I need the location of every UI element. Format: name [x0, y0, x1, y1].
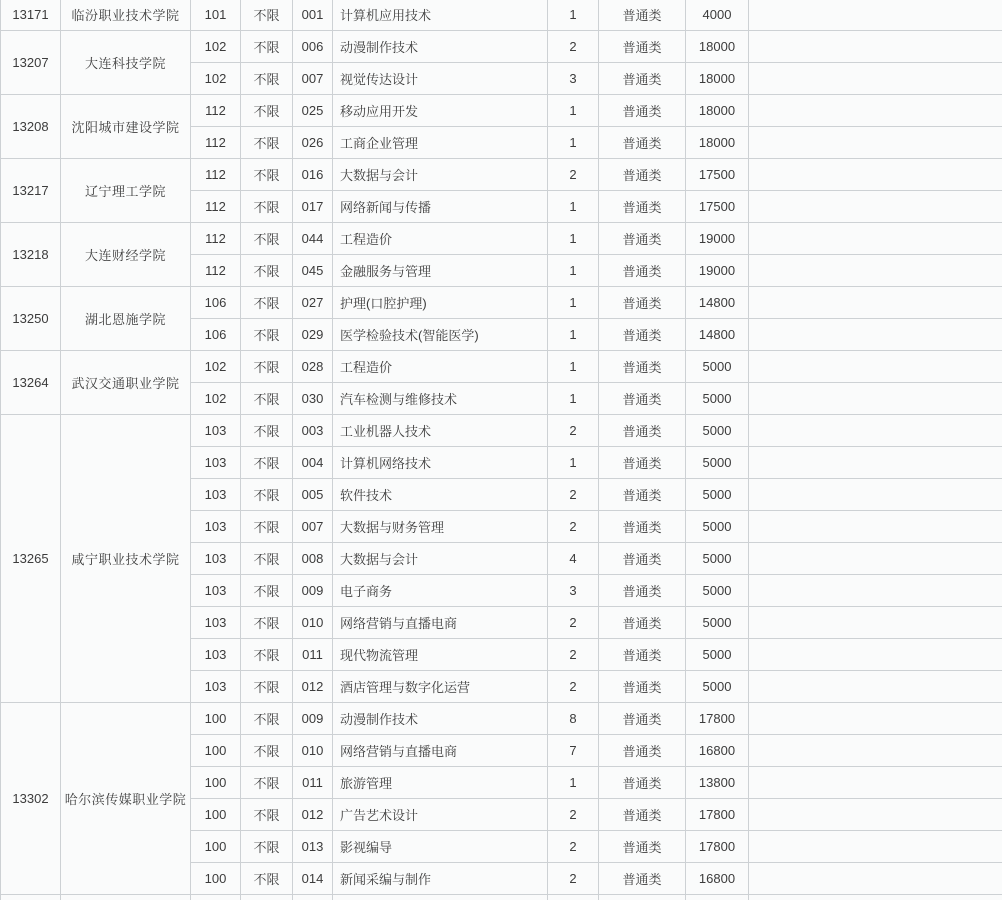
group-code-cell: 103	[191, 511, 241, 543]
empty-cell	[749, 319, 1002, 351]
empty-cell	[749, 351, 1002, 383]
college-code-cell: 13217	[1, 159, 61, 223]
category-cell: 普通类	[599, 543, 686, 575]
major-code-cell: 001	[293, 0, 333, 31]
category-cell: 普通类	[599, 351, 686, 383]
major-name-cell: 旅游管理	[333, 767, 548, 799]
subject-requirement-cell: 不限	[241, 703, 293, 735]
major-name-cell: 影视编导	[333, 831, 548, 863]
empty-cell	[749, 831, 1002, 863]
category-cell: 普通类	[599, 767, 686, 799]
college-code-cell: 13250	[1, 287, 61, 351]
table-row	[1, 95, 1002, 127]
category-cell: 普通类	[599, 63, 686, 95]
plan-count-cell: 2	[548, 511, 599, 543]
group-code-cell: 101	[191, 0, 241, 31]
empty-cell	[749, 95, 1002, 127]
empty-cell	[749, 863, 1002, 895]
category-cell: 普通类	[599, 671, 686, 703]
major-name-cell: 工程造价	[333, 351, 548, 383]
table-row	[1, 287, 1002, 319]
plan-count-cell: 1	[548, 447, 599, 479]
group-code-cell	[191, 895, 241, 900]
plan-count-cell: 3	[548, 575, 599, 607]
plan-count-cell: 1	[548, 383, 599, 415]
major-name-cell: 软件技术	[333, 479, 548, 511]
subject-requirement-cell: 不限	[241, 735, 293, 767]
major-name-cell: 广告艺术设计	[333, 799, 548, 831]
major-code-cell: 007	[293, 511, 333, 543]
major-code-cell: 012	[293, 671, 333, 703]
category-cell: 普通类	[599, 223, 686, 255]
table-row	[1, 351, 1002, 383]
category-cell: 普通类	[599, 575, 686, 607]
major-code-cell: 010	[293, 735, 333, 767]
plan-count-cell: 2	[548, 31, 599, 63]
table-row	[1, 159, 1002, 191]
major-code-cell: 016	[293, 159, 333, 191]
major-name-cell: 移动应用开发	[333, 95, 548, 127]
empty-cell	[749, 799, 1002, 831]
plan-count-cell: 7	[548, 735, 599, 767]
major-name-cell: 医学检验技术(智能医学)	[333, 319, 548, 351]
fee-cell: 5000	[686, 639, 749, 671]
subject-requirement-cell: 不限	[241, 351, 293, 383]
subject-requirement-cell: 不限	[241, 543, 293, 575]
subject-requirement-cell: 不限	[241, 671, 293, 703]
group-code-cell: 103	[191, 415, 241, 447]
empty-cell	[749, 479, 1002, 511]
fee-cell: 17800	[686, 799, 749, 831]
category-cell	[599, 895, 686, 900]
subject-requirement-cell: 不限	[241, 287, 293, 319]
fee-cell: 14800	[686, 319, 749, 351]
major-name-cell: 汽车检测与维修技术	[333, 383, 548, 415]
empty-cell	[749, 223, 1002, 255]
category-cell: 普通类	[599, 639, 686, 671]
group-code-cell: 102	[191, 351, 241, 383]
major-name-cell: 网络营销与直播电商	[333, 607, 548, 639]
major-code-cell: 028	[293, 351, 333, 383]
group-code-cell: 102	[191, 31, 241, 63]
major-code-cell: 025	[293, 95, 333, 127]
major-name-cell: 现代物流管理	[333, 639, 548, 671]
college-name-cell: 大连科技学院	[61, 31, 191, 95]
major-name-cell: 计算机应用技术	[333, 0, 548, 31]
major-name-cell: 计算机网络技术	[333, 447, 548, 479]
fee-cell: 17500	[686, 191, 749, 223]
plan-count-cell: 1	[548, 287, 599, 319]
table-row	[1, 703, 1002, 735]
college-code-cell: 13265	[1, 415, 61, 703]
major-code-cell: 008	[293, 543, 333, 575]
subject-requirement-cell: 不限	[241, 575, 293, 607]
college-name-cell: 湖北恩施学院	[61, 287, 191, 351]
major-name-cell: 新闻采编与制作	[333, 863, 548, 895]
category-cell: 普通类	[599, 287, 686, 319]
group-code-cell: 103	[191, 639, 241, 671]
major-code-cell: 026	[293, 127, 333, 159]
category-cell: 普通类	[599, 607, 686, 639]
fee-cell: 16800	[686, 735, 749, 767]
fee-cell: 5000	[686, 511, 749, 543]
group-code-cell: 103	[191, 575, 241, 607]
college-name-cell: 武汉交通职业学院	[61, 351, 191, 415]
major-name-cell: 动漫制作技术	[333, 703, 548, 735]
plan-count-cell: 2	[548, 607, 599, 639]
plan-count-cell: 1	[548, 0, 599, 31]
major-name-cell: 大数据与会计	[333, 543, 548, 575]
college-name-cell: 咸宁职业技术学院	[61, 415, 191, 703]
major-name-cell: 金融服务与管理	[333, 255, 548, 287]
category-cell: 普通类	[599, 831, 686, 863]
major-name-cell: 大数据与财务管理	[333, 511, 548, 543]
plan-count-cell: 1	[548, 319, 599, 351]
major-code-cell: 017	[293, 191, 333, 223]
plan-count-cell: 2	[548, 799, 599, 831]
category-cell: 普通类	[599, 479, 686, 511]
major-code-cell	[293, 895, 333, 900]
subject-requirement-cell: 不限	[241, 479, 293, 511]
empty-cell	[749, 0, 1002, 31]
major-code-cell: 007	[293, 63, 333, 95]
category-cell: 普通类	[599, 319, 686, 351]
group-code-cell: 103	[191, 671, 241, 703]
group-code-cell: 112	[191, 255, 241, 287]
college-name-cell: 临汾职业技术学院	[61, 0, 191, 31]
plan-count-cell: 1	[548, 127, 599, 159]
fee-cell: 16800	[686, 863, 749, 895]
fee-cell: 4000	[686, 0, 749, 31]
group-code-cell: 103	[191, 543, 241, 575]
college-code-cell: 13264	[1, 351, 61, 415]
group-code-cell: 100	[191, 799, 241, 831]
major-name-cell: 动漫制作技术	[333, 31, 548, 63]
group-code-cell: 103	[191, 447, 241, 479]
major-name-cell: 网络营销与直播电商	[333, 735, 548, 767]
subject-requirement-cell: 不限	[241, 639, 293, 671]
group-code-cell: 100	[191, 767, 241, 799]
group-code-cell: 112	[191, 95, 241, 127]
major-code-cell: 011	[293, 767, 333, 799]
major-name-cell: 工业机器人技术	[333, 415, 548, 447]
category-cell: 普通类	[599, 511, 686, 543]
group-code-cell: 102	[191, 63, 241, 95]
major-code-cell: 027	[293, 287, 333, 319]
plan-count-cell: 1	[548, 767, 599, 799]
plan-count-cell: 3	[548, 63, 599, 95]
subject-requirement-cell: 不限	[241, 127, 293, 159]
plan-count-cell: 2	[548, 415, 599, 447]
plan-count-cell: 1	[548, 223, 599, 255]
group-code-cell: 103	[191, 479, 241, 511]
fee-cell: 5000	[686, 671, 749, 703]
plan-count-cell: 4	[548, 543, 599, 575]
subject-requirement-cell: 不限	[241, 383, 293, 415]
major-name-cell: 网络新闻与传播	[333, 191, 548, 223]
group-code-cell: 100	[191, 735, 241, 767]
fee-cell: 5000	[686, 607, 749, 639]
category-cell: 普通类	[599, 447, 686, 479]
category-cell: 普通类	[599, 735, 686, 767]
group-code-cell: 100	[191, 831, 241, 863]
group-code-cell: 103	[191, 607, 241, 639]
major-code-cell: 045	[293, 255, 333, 287]
empty-cell	[749, 735, 1002, 767]
fee-cell	[686, 895, 749, 900]
plan-count-cell: 2	[548, 831, 599, 863]
fee-cell: 5000	[686, 575, 749, 607]
plan-count-cell: 2	[548, 159, 599, 191]
fee-cell: 17500	[686, 159, 749, 191]
major-code-cell: 004	[293, 447, 333, 479]
subject-requirement-cell: 不限	[241, 255, 293, 287]
fee-cell: 17800	[686, 703, 749, 735]
subject-requirement-cell: 不限	[241, 415, 293, 447]
major-name-cell: 护理(口腔护理)	[333, 287, 548, 319]
fee-cell: 19000	[686, 255, 749, 287]
table-row	[1, 223, 1002, 255]
group-code-cell: 102	[191, 383, 241, 415]
subject-requirement-cell: 不限	[241, 863, 293, 895]
empty-cell	[749, 63, 1002, 95]
college-code-cell	[1, 895, 61, 900]
empty-cell	[749, 191, 1002, 223]
major-code-cell: 012	[293, 799, 333, 831]
plan-count-cell: 2	[548, 863, 599, 895]
subject-requirement-cell: 不限	[241, 191, 293, 223]
group-code-cell: 112	[191, 191, 241, 223]
empty-cell	[749, 287, 1002, 319]
empty-cell	[749, 127, 1002, 159]
subject-requirement-cell: 不限	[241, 767, 293, 799]
subject-requirement-cell: 不限	[241, 799, 293, 831]
table-row	[1, 895, 1002, 900]
fee-cell: 18000	[686, 63, 749, 95]
empty-cell	[749, 671, 1002, 703]
major-code-cell: 006	[293, 31, 333, 63]
fee-cell: 18000	[686, 127, 749, 159]
empty-cell	[749, 31, 1002, 63]
major-code-cell: 010	[293, 607, 333, 639]
fee-cell: 5000	[686, 447, 749, 479]
fee-cell: 5000	[686, 415, 749, 447]
category-cell: 普通类	[599, 863, 686, 895]
major-name-cell: 大数据与会计	[333, 159, 548, 191]
major-code-cell: 011	[293, 639, 333, 671]
major-code-cell: 009	[293, 703, 333, 735]
college-name-cell: 大连财经学院	[61, 223, 191, 287]
college-name-cell	[61, 895, 191, 900]
category-cell: 普通类	[599, 703, 686, 735]
group-code-cell: 100	[191, 863, 241, 895]
category-cell: 普通类	[599, 95, 686, 127]
group-code-cell: 106	[191, 319, 241, 351]
major-name-cell	[333, 895, 548, 900]
college-name-cell: 辽宁理工学院	[61, 159, 191, 223]
empty-cell	[749, 447, 1002, 479]
plan-count-cell	[548, 895, 599, 900]
college-code-cell: 13208	[1, 95, 61, 159]
subject-requirement-cell: 不限	[241, 31, 293, 63]
subject-requirement-cell: 不限	[241, 607, 293, 639]
category-cell: 普通类	[599, 415, 686, 447]
major-code-cell: 005	[293, 479, 333, 511]
plan-count-cell: 1	[548, 255, 599, 287]
fee-cell: 5000	[686, 479, 749, 511]
group-code-cell: 112	[191, 127, 241, 159]
major-code-cell: 044	[293, 223, 333, 255]
fee-cell: 5000	[686, 543, 749, 575]
fee-cell: 18000	[686, 95, 749, 127]
table-row	[1, 415, 1002, 447]
plan-count-cell: 2	[548, 671, 599, 703]
category-cell: 普通类	[599, 383, 686, 415]
subject-requirement-cell: 不限	[241, 95, 293, 127]
fee-cell: 19000	[686, 223, 749, 255]
group-code-cell: 106	[191, 287, 241, 319]
category-cell: 普通类	[599, 799, 686, 831]
empty-cell	[749, 511, 1002, 543]
empty-cell	[749, 607, 1002, 639]
category-cell: 普通类	[599, 31, 686, 63]
subject-requirement-cell: 不限	[241, 0, 293, 31]
major-code-cell: 003	[293, 415, 333, 447]
table-row	[1, 31, 1002, 63]
group-code-cell: 100	[191, 703, 241, 735]
fee-cell: 13800	[686, 767, 749, 799]
category-cell: 普通类	[599, 0, 686, 31]
empty-cell	[749, 255, 1002, 287]
fee-cell: 5000	[686, 383, 749, 415]
college-code-cell: 13171	[1, 0, 61, 31]
subject-requirement-cell: 不限	[241, 159, 293, 191]
empty-cell	[749, 767, 1002, 799]
empty-cell	[749, 575, 1002, 607]
subject-requirement-cell: 不限	[241, 831, 293, 863]
plan-count-cell: 1	[548, 95, 599, 127]
plan-count-cell: 8	[548, 703, 599, 735]
subject-requirement-cell	[241, 895, 293, 900]
college-name-cell: 哈尔滨传媒职业学院	[61, 703, 191, 895]
subject-requirement-cell: 不限	[241, 447, 293, 479]
major-code-cell: 013	[293, 831, 333, 863]
major-name-cell: 电子商务	[333, 575, 548, 607]
college-code-cell: 13302	[1, 703, 61, 895]
fee-cell: 5000	[686, 351, 749, 383]
group-code-cell: 112	[191, 223, 241, 255]
major-name-cell: 工程造价	[333, 223, 548, 255]
table-row	[1, 0, 1002, 31]
category-cell: 普通类	[599, 191, 686, 223]
empty-cell	[749, 543, 1002, 575]
category-cell: 普通类	[599, 127, 686, 159]
empty-cell	[749, 639, 1002, 671]
empty-cell	[749, 703, 1002, 735]
major-code-cell: 030	[293, 383, 333, 415]
subject-requirement-cell: 不限	[241, 63, 293, 95]
plan-count-cell: 2	[548, 639, 599, 671]
major-name-cell: 工商企业管理	[333, 127, 548, 159]
major-code-cell: 009	[293, 575, 333, 607]
college-name-cell: 沈阳城市建设学院	[61, 95, 191, 159]
empty-cell	[749, 159, 1002, 191]
empty-cell	[749, 415, 1002, 447]
college-code-cell: 13207	[1, 31, 61, 95]
table-body	[1, 0, 1002, 900]
fee-cell: 18000	[686, 31, 749, 63]
subject-requirement-cell: 不限	[241, 319, 293, 351]
fee-cell: 17800	[686, 831, 749, 863]
major-name-cell: 酒店管理与数字化运营	[333, 671, 548, 703]
major-name-cell: 视觉传达设计	[333, 63, 548, 95]
major-code-cell: 029	[293, 319, 333, 351]
major-code-cell: 014	[293, 863, 333, 895]
college-code-cell: 13218	[1, 223, 61, 287]
plan-count-cell: 1	[548, 191, 599, 223]
plan-count-cell: 2	[548, 479, 599, 511]
fee-cell: 14800	[686, 287, 749, 319]
empty-cell	[749, 383, 1002, 415]
empty-cell	[749, 895, 1002, 900]
group-code-cell: 112	[191, 159, 241, 191]
subject-requirement-cell: 不限	[241, 223, 293, 255]
plan-count-cell: 1	[548, 351, 599, 383]
category-cell: 普通类	[599, 255, 686, 287]
subject-requirement-cell: 不限	[241, 511, 293, 543]
category-cell: 普通类	[599, 159, 686, 191]
